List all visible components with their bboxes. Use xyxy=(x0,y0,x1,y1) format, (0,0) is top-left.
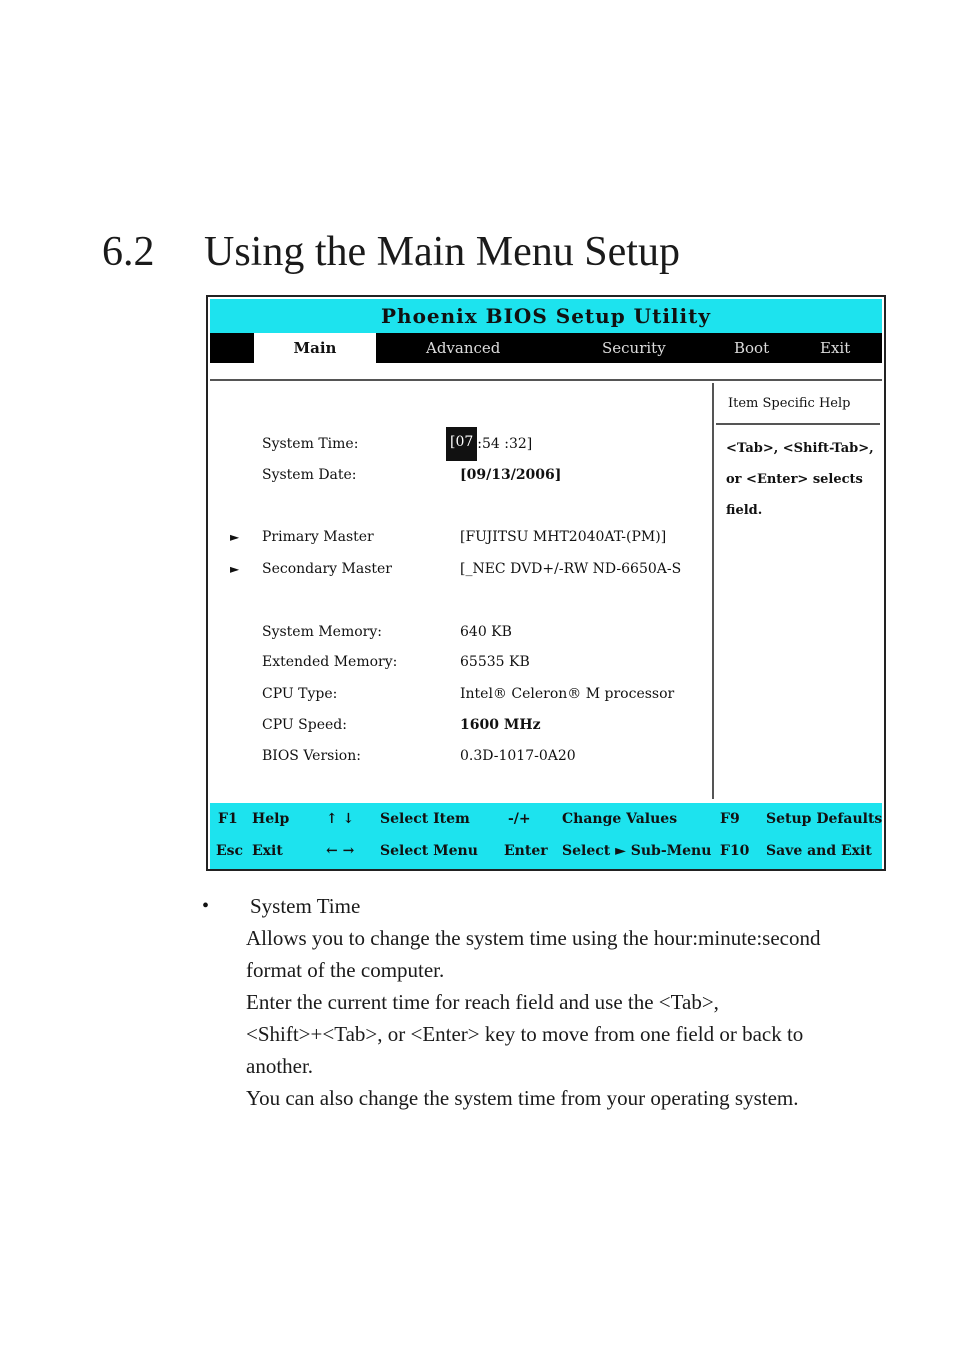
paragraph-line: Allows you to change the system time using the hour:minute:second xyxy=(246,926,821,950)
paragraph-line: Enter the current time for reach field and use the <Tab>, xyxy=(246,990,719,1014)
row-value: [FUJITSU MHT2040AT-(PM)] xyxy=(460,529,667,545)
row-value: Intel® Celeron® M processor xyxy=(460,686,675,702)
key-enter: Enter xyxy=(504,843,548,859)
key-leftright-action: Select Menu xyxy=(380,843,478,859)
arrows-up-down-icon: ↑ ↓ xyxy=(326,811,355,827)
row-value[interactable]: [07 :54 :32] xyxy=(460,433,532,467)
row-label: Primary Master xyxy=(262,529,374,545)
row-label: CPU Type: xyxy=(262,686,338,702)
row-value: 1600 MHz xyxy=(460,717,541,733)
row-label: Secondary Master xyxy=(262,561,392,577)
key-f10: F10 xyxy=(720,843,750,859)
row-value: 0.3D-1017-0A20 xyxy=(460,748,576,764)
row-label: BIOS Version: xyxy=(262,748,361,764)
key-enter-action: Select ► Sub-Menu xyxy=(562,843,712,859)
item-title: System Time xyxy=(250,894,361,918)
key-f1: F1 xyxy=(218,811,238,827)
row-label: CPU Speed: xyxy=(262,717,347,733)
row-label: Extended Memory: xyxy=(262,654,398,670)
row-label: System Time: xyxy=(262,436,359,452)
key-f10-action: Save and Exit xyxy=(766,843,872,859)
key-f9-action: Setup Defaults xyxy=(766,811,883,827)
bios-footer xyxy=(210,803,882,869)
bullet-icon: • xyxy=(202,895,210,917)
key-plusminus-action: Change Values xyxy=(562,811,678,827)
row-label: System Memory: xyxy=(262,624,382,640)
paragraph-line: <Shift>+<Tab>, or <Enter> key to move from one field or back to xyxy=(246,1022,804,1046)
row-label: System Date: xyxy=(262,467,357,483)
arrows-left-right-icon: ← → xyxy=(326,843,355,859)
tab-security[interactable]: Security xyxy=(602,339,666,357)
help-pane xyxy=(716,383,880,799)
row-value[interactable]: [09/13/2006] xyxy=(460,467,562,483)
paragraph-line: You can also change the system time from your operating system. xyxy=(246,1086,799,1110)
paragraph-line: format of the computer. xyxy=(246,958,445,982)
tab-exit[interactable]: Exit xyxy=(820,339,851,357)
tab-main[interactable]: Main xyxy=(254,333,376,363)
key-plusminus: -/+ xyxy=(508,811,531,827)
bios-screenshot xyxy=(206,295,886,871)
key-f1-action: Help xyxy=(252,811,290,827)
help-title: Item Specific Help xyxy=(716,383,880,425)
tab-boot[interactable]: Boot xyxy=(734,339,770,357)
submenu-arrow-icon: ► xyxy=(230,562,240,576)
bios-title: Phoenix BIOS Setup Utility xyxy=(210,299,882,333)
section-body xyxy=(246,890,886,1114)
settings-pane xyxy=(212,383,714,799)
key-esc-action: Exit xyxy=(252,843,283,859)
row-value: [_NEC DVD+/-RW ND-6650A-S xyxy=(460,561,682,577)
bios-menu-bar xyxy=(210,333,882,363)
key-esc: Esc xyxy=(216,843,244,859)
row-value: 65535 KB xyxy=(460,654,530,670)
section-title: Using the Main Menu Setup xyxy=(204,229,680,275)
paragraph-line: another. xyxy=(246,1054,314,1078)
section-heading xyxy=(102,228,680,276)
row-value: 640 KB xyxy=(460,624,512,640)
key-f9: F9 xyxy=(720,811,740,827)
tab-advanced[interactable]: Advanced xyxy=(426,339,501,357)
section-number: 6.2 xyxy=(102,229,155,275)
key-updown-action: Select Item xyxy=(380,811,470,827)
selected-field[interactable]: [07 xyxy=(446,427,477,461)
help-text: <Tab>, <Shift-Tab>, or <Enter> selects field. xyxy=(726,441,874,518)
submenu-arrow-icon: ► xyxy=(230,530,240,544)
menu-underline xyxy=(210,363,882,381)
